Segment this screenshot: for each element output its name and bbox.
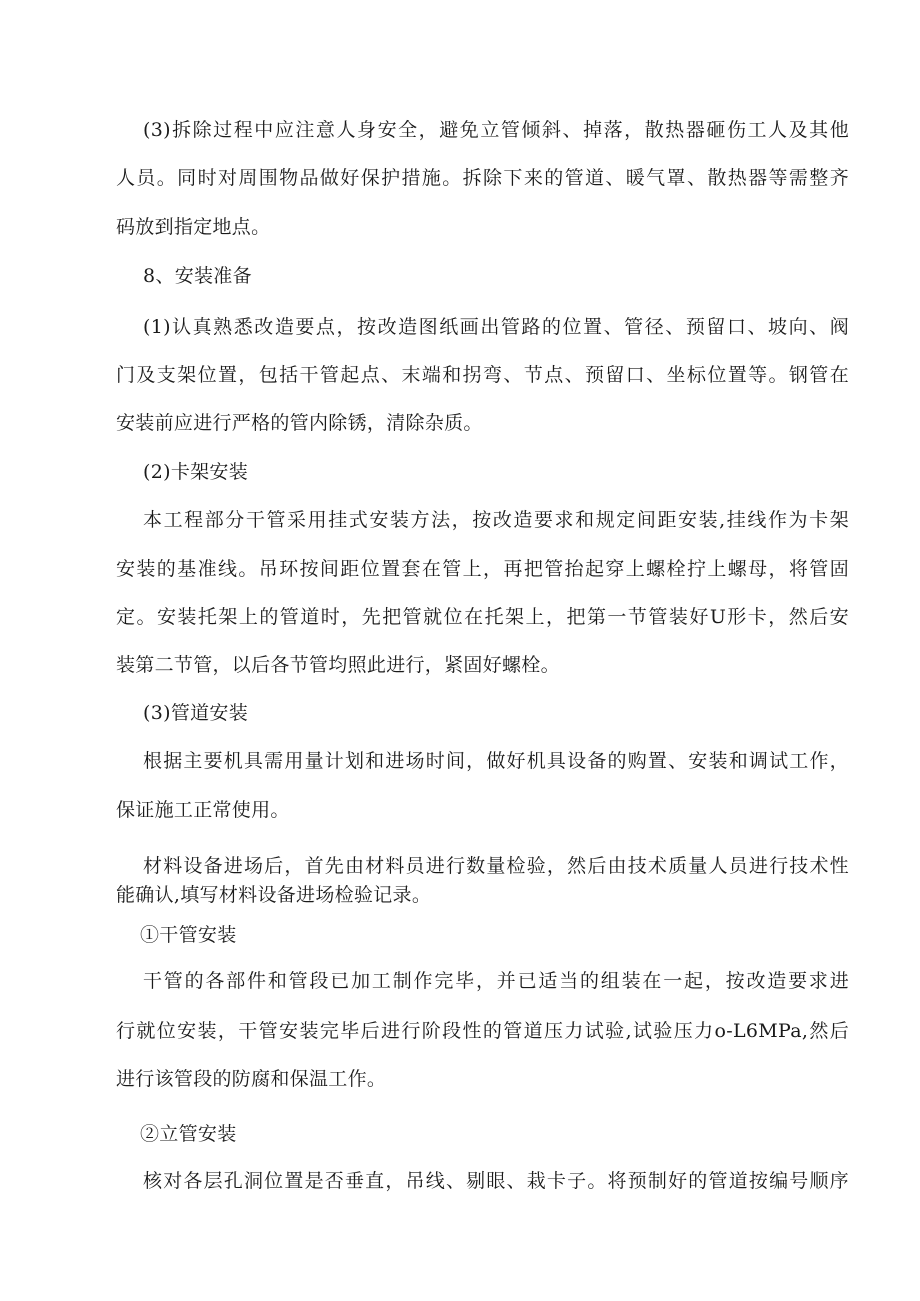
paragraph-line: 本工程部分干管采用挂式安装方法，按改造要求和规定间距安装,挂线作为卡架 [143, 509, 849, 531]
paragraph-line: 装第二节管，以后各节管均照此进行，紧固好螺栓。 [116, 654, 560, 676]
paragraph-line: 根据主要机具需用量计划和进场时间，做好机具设备的购置、安装和调试工作， [143, 750, 849, 772]
paragraph-line: 行就位安装，干管安装完毕后进行阶段性的管道压力试验,试验压力o-L6MPa,然后 [116, 1020, 849, 1042]
subsection-heading: (2)卡架安装 [143, 461, 249, 483]
paragraph-line: (1)认真熟悉改造要点，按改造图纸画出管路的位置、管径、预留口、坡向、阀 [143, 316, 849, 338]
paragraph-line: 门及支架位置，包括干管起点、末端和拐弯、节点、预留口、坐标位置等。钢管在 [116, 364, 849, 386]
section-heading: 8、安装准备 [143, 265, 252, 287]
paragraph-line: 能确认,填写材料设备进场检验记录。 [116, 884, 432, 906]
paragraph-line: (3)拆除过程中应注意人身安全，避免立管倾斜、掉落，散热器砸伤工人及其他 [143, 119, 849, 141]
paragraph-line: 材料设备进场后，首先由材料员进行数量检验，然后由技术质量人员进行技术性 [143, 855, 849, 877]
paragraph-line: 核对各层孔洞位置是否垂直，吊线、剔眼、栽卡子。将预制好的管道按编号顺序 [143, 1170, 849, 1192]
paragraph-line: 安装的基准线。吊环按间距位置套在管上，再把管抬起穿上螺栓拧上螺母，将管固 [116, 558, 849, 580]
paragraph-line: 码放到指定地点。 [116, 216, 271, 238]
paragraph-line: 安装前应进行严格的管内除锈，清除杂质。 [116, 412, 483, 434]
item-heading: ①干管安装 [140, 924, 237, 946]
paragraph-line: 进行该管段的防腐和保温工作。 [116, 1068, 387, 1090]
paragraph-line: 保证施工正常使用。 [116, 799, 290, 821]
item-heading: ②立管安装 [140, 1123, 237, 1145]
paragraph-line: 干管的各部件和管段已加工制作完毕，并已适当的组装在一起，按改造要求进 [143, 970, 849, 992]
paragraph-line: 定。安装托架上的管道时，先把管就位在托架上，把第一节管装好U形卡，然后安 [116, 606, 849, 628]
paragraph-line: 人员。同时对周围物品做好保护措施。拆除下来的管道、暖气罩、散热器等需整齐 [116, 167, 849, 189]
subsection-heading: (3)管道安装 [143, 702, 249, 724]
